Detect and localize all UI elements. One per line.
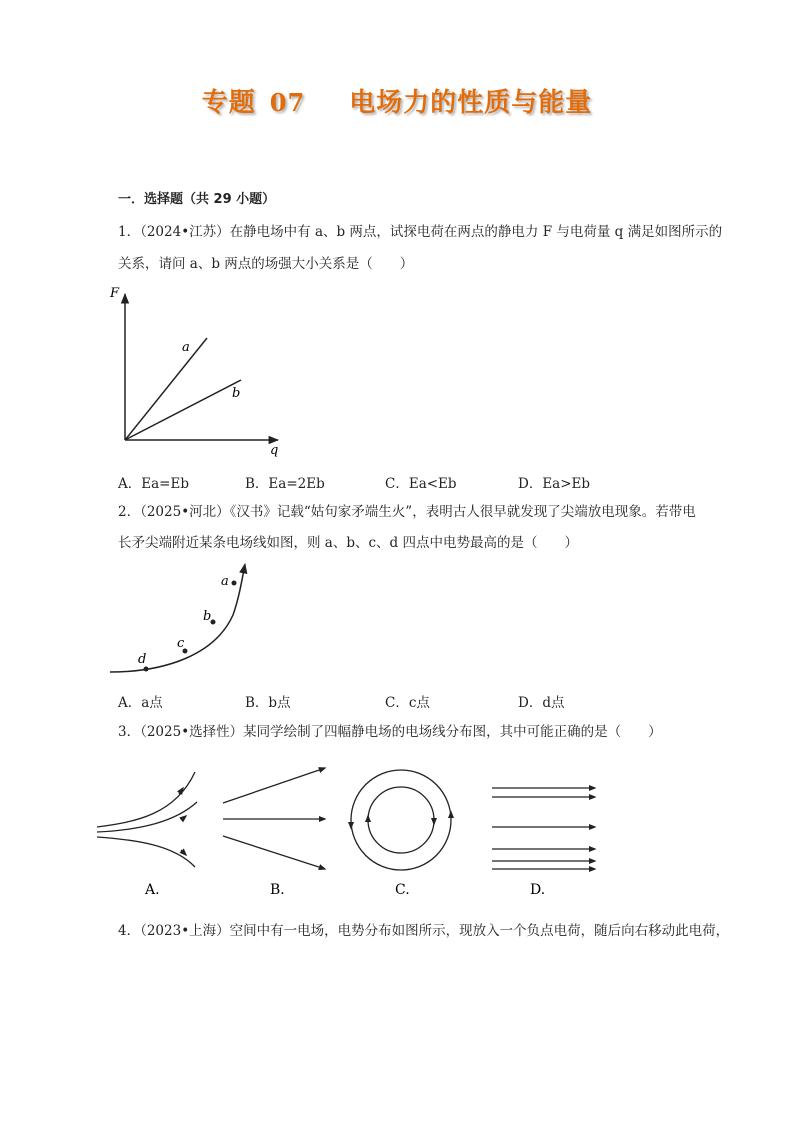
q1-option-c: C．Ea<Eb: [385, 476, 457, 492]
q1-option-d: D．Ea>Eb: [518, 476, 591, 492]
q2-line1: 2．（2025•河北）《汉书》记载“姑句家矛端生火”，表明古人很早就发现了尖端放电现象。若带电: [118, 504, 696, 520]
q4-line1: 4．（2023•上海）空间中有一电场，电势分布如图所示，现放入一个负点电荷，随后向右移动此电荷，: [118, 923, 730, 939]
q2-option-c: C．c点: [385, 695, 430, 711]
q2-option-a: A．a点: [118, 695, 163, 711]
q1-line2: 关系，请问 a、b 两点的场强大小关系是（ ）: [118, 256, 414, 272]
page-title: [0, 82, 794, 119]
q3-line1: 3．（2025•选择性）某同学绘制了四幅静电场的电场线分布图，其中可能正确的是（ ）: [118, 724, 662, 740]
q1-x-label: q: [270, 443, 279, 458]
q3-diagram-d: [492, 788, 595, 869]
q1-line1: 1．（2024•江苏）在静电场中有 a、b 两点，试探电荷在两点的静电力 F 与电荷量 q 满足如图所示的: [118, 224, 723, 240]
q1-line-a: [125, 338, 207, 440]
q3-field-diagrams: [95, 760, 605, 900]
q2-label-b: b: [203, 609, 212, 624]
q1-option-a: A．Ea=Eb: [118, 476, 189, 492]
q1-force-charge-graph: [100, 280, 290, 458]
title-main: 电场力的性质与能量: [349, 88, 593, 118]
q2-point-d: [144, 667, 149, 672]
q1-label-b: b: [232, 386, 241, 401]
q3-caption-c: C.: [395, 882, 410, 898]
q2-option-d: D．d点: [518, 695, 565, 711]
q3-caption-a: A.: [145, 882, 160, 898]
q2-field-line-figure: [105, 560, 255, 680]
q1-label-a: a: [182, 340, 190, 355]
section-heading: 一．选择题（共 29 小题）: [118, 192, 276, 207]
q3-caption-b: B.: [270, 882, 285, 898]
q2-label-a: a: [221, 574, 229, 589]
q1-option-b: B．Ea=2Eb: [245, 476, 325, 492]
q3-diagram-b: [223, 768, 325, 869]
q3-diagram-c: [351, 770, 451, 870]
title-prefix: 专题: [201, 88, 256, 118]
q1-line-b: [125, 380, 241, 440]
title-number: 07: [269, 88, 306, 117]
q1-y-label: F: [110, 286, 120, 301]
q3-diagram-a: [97, 772, 197, 867]
q2-line2: 长矛尖端附近某条电场线如图，则 a、b、c、d 四点中电势最高的是（ ）: [118, 535, 578, 551]
q2-point-a: [232, 581, 237, 586]
q2-option-b: B．b点: [245, 695, 291, 711]
q2-label-d: d: [138, 652, 147, 667]
q3-caption-d: D.: [530, 882, 546, 898]
q2-label-c: c: [177, 636, 185, 651]
